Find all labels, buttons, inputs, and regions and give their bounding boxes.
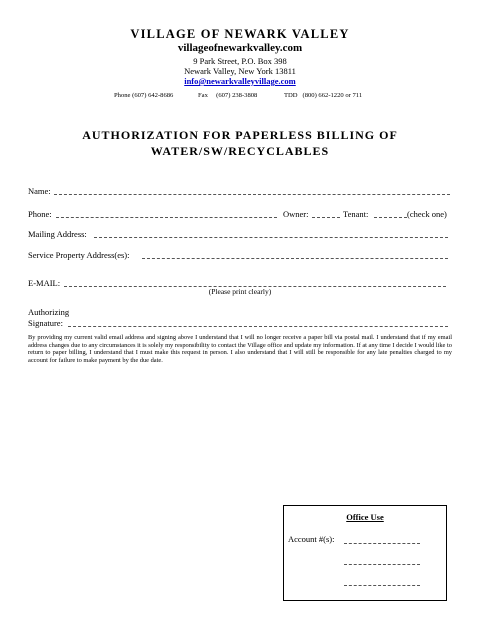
account-number-field-2[interactable]: [344, 564, 420, 565]
fax-number: Fax (607) 238-3808: [198, 92, 258, 99]
signature-field[interactable]: [68, 326, 448, 327]
account-number-label: Account #(s):: [288, 534, 335, 544]
name-field[interactable]: [54, 194, 450, 195]
print-clearly-note: (Please print clearly): [208, 287, 272, 296]
account-number-field-3[interactable]: [344, 585, 420, 586]
mailing-address-label: Mailing Address:: [28, 229, 87, 239]
address-line-1: 9 Park Street, P.O. Box 398: [193, 56, 287, 66]
disclaimer-text: By providing my current valid email address and signing above I understand that I will no longer receive a paper bill via postal mail. I understand that if my email address changes due to any circumstances it is solely my responsibility to contact the Village office and update my information. If at any time I decide I would like to return to paper billing, I understand that I must make this request in person. I also understand that I will still be responsible for any late penalties charged to my account for failure to make payment by the due date.: [28, 334, 452, 364]
check-one-note: (check one): [407, 209, 447, 219]
address-line-2: Newark Valley, New York 13811: [184, 66, 296, 76]
owner-checkbox-field[interactable]: [312, 217, 340, 218]
signature-label-line-2: Signature:: [28, 318, 63, 328]
phone-field[interactable]: [56, 217, 277, 218]
office-use-box: [283, 505, 447, 601]
tenant-checkbox-field[interactable]: [374, 217, 407, 218]
name-label: Name:: [28, 186, 51, 196]
signature-label-line-1: Authorizing: [28, 307, 70, 317]
phone-number: Phone (607) 642-8686: [114, 92, 174, 99]
office-use-title: Office Use: [346, 512, 384, 522]
tenant-label: Tenant:: [343, 209, 369, 219]
email-link[interactable]: info@newarkvalleyvillage.com: [184, 76, 296, 86]
form-title-line-1: AUTHORIZATION FOR PAPERLESS BILLING OF: [82, 128, 398, 142]
account-number-field-1[interactable]: [344, 543, 420, 544]
email-label: E-MAIL:: [28, 278, 61, 288]
phone-label: Phone:: [28, 209, 52, 219]
owner-label: Owner:: [283, 209, 309, 219]
form-title-line-2: WATER/SW/RECYCLABLES: [150, 144, 330, 158]
tdd-number: TDD (800) 662-1220 or 711: [284, 92, 363, 99]
mailing-address-field[interactable]: [94, 237, 448, 238]
org-name: VILLAGE OF NEWARK VALLEY: [130, 27, 350, 41]
service-address-label: Service Property Address(es):: [28, 250, 130, 260]
service-address-field[interactable]: [142, 258, 448, 259]
org-website: villageofnewarkvalley.com: [177, 42, 303, 54]
